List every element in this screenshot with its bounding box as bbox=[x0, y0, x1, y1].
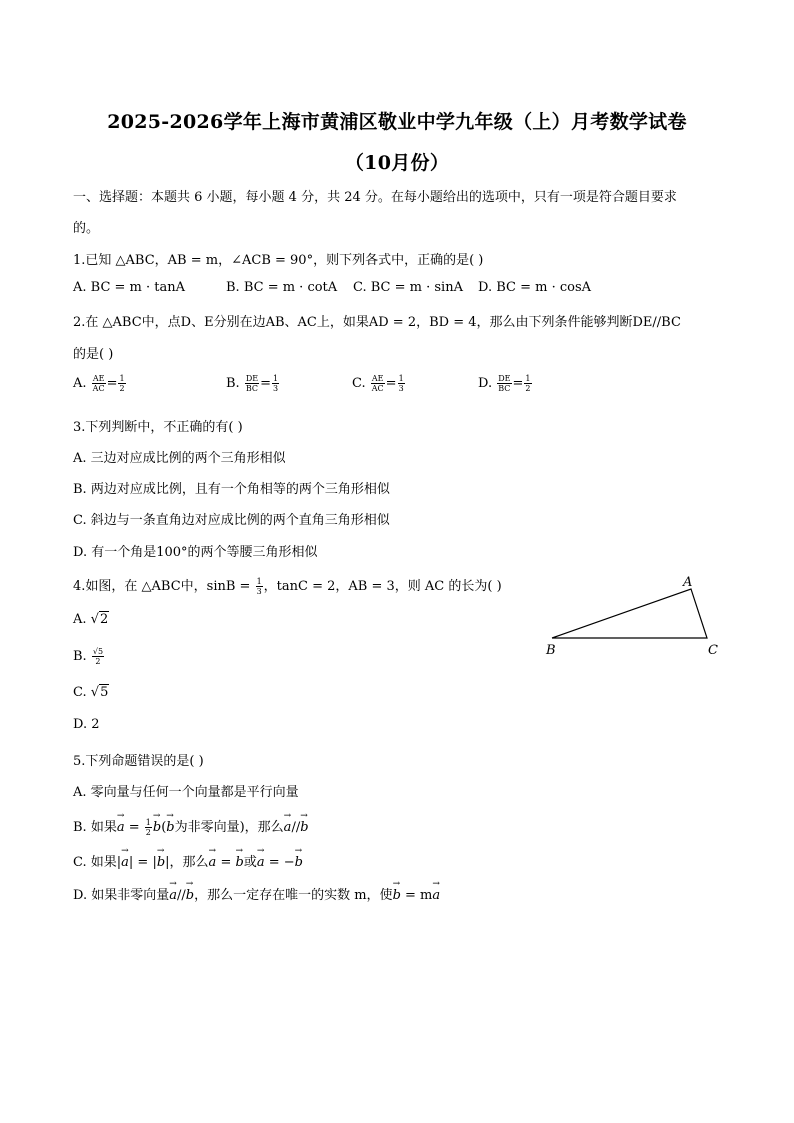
q4-option-c: C. √5 bbox=[73, 685, 109, 700]
page-title: 2025-2026学年上海市黄浦区敬业中学九年级（上）月考数学试卷 bbox=[107, 111, 687, 133]
section-heading: 一、选择题：本题共 6 小题，每小题 4 分，共 24 分。在每小题给出的选项中，只有一项是符合题目要求 bbox=[73, 190, 677, 205]
question-1-stem: 1.已知 △ABC，AB = m，∠ACB = 90°，则下列各式中，正确的是( ) bbox=[73, 253, 484, 268]
q5-option-a: A. 零向量与任何一个向量都是平行向量 bbox=[73, 785, 299, 800]
q1-option-d: D. BC = m · cosA bbox=[478, 280, 592, 295]
vertex-label-a: A bbox=[683, 575, 693, 590]
vertex-label-c: C bbox=[708, 643, 718, 658]
q1-option-c: C. BC = m · sinA bbox=[353, 280, 463, 295]
question-5-stem: 5.下列命题错误的是( ) bbox=[73, 754, 204, 769]
q1-option-a: A. BC = m · tanA bbox=[73, 280, 186, 295]
q3-option-d: D. 有一个角是100°的两个等腰三角形相似 bbox=[73, 545, 318, 560]
q2-option-a: A. $\frac{AE}{AC}$ = $\frac{1}{2}$ bbox=[73, 374, 125, 393]
q3-option-a: A. 三边对应成比例的两个三角形相似 bbox=[73, 451, 286, 466]
q1-option-b: B. BC = m · cotA bbox=[226, 280, 338, 295]
section-heading-cont: 的。 bbox=[73, 221, 100, 236]
q2-option-d: D. $\frac{DE}{BC}$ = $\frac{1}{2}$ bbox=[478, 374, 531, 393]
question-4-stem: 4.如图，在 △ABC中，sinB = $\frac{1}{3}$ ，tanC = 2，AB = 3，则 AC 的长为( ) bbox=[73, 577, 502, 596]
q4-option-d: D. 2 bbox=[73, 717, 100, 732]
q2-option-c: C. $\frac{AE}{AC}$ = $\frac{1}{3}$ bbox=[352, 374, 404, 393]
page-subtitle: （10月份） bbox=[344, 152, 450, 174]
question-2-stem-cont: 的是( ) bbox=[73, 347, 114, 362]
question-2-stem: 2.在 △ABC中，点D、E分别在边AB、AC上，如果AD = 2，BD = 4，那么由下列条件能够判断DE//BC bbox=[73, 315, 681, 330]
q3-option-c: C. 斜边与一条直角边对应成比例的两个直角三角形相似 bbox=[73, 513, 390, 528]
q5-option-b: B. 如果→ a = $\frac{1}{2}$ → b(→ b为非零向量)，那么→ a//→ b bbox=[73, 816, 309, 837]
q2-option-b: B. $\frac{DE}{BC}$ = $\frac{1}{3}$ bbox=[226, 374, 279, 393]
vertex-label-b: B bbox=[546, 643, 556, 658]
q4-option-b: B. $\frac{√5}{2}$ bbox=[73, 647, 104, 666]
q4-option-a: A. √2 bbox=[73, 612, 109, 627]
q5-option-d: D. 如果非零向量→ a//→ b，那么一定存在唯一的实数 m，使→ b = m→ a bbox=[73, 884, 440, 903]
question-3-stem: 3.下列判断中，不正确的有( ) bbox=[73, 420, 243, 435]
q5-option-c: C. 如果|→ a| = |→ b|，那么→ a = → b或→ a = −→ b bbox=[73, 851, 303, 870]
q3-option-b: B. 两边对应成比例，且有一个角相等的两个三角形相似 bbox=[73, 482, 390, 497]
